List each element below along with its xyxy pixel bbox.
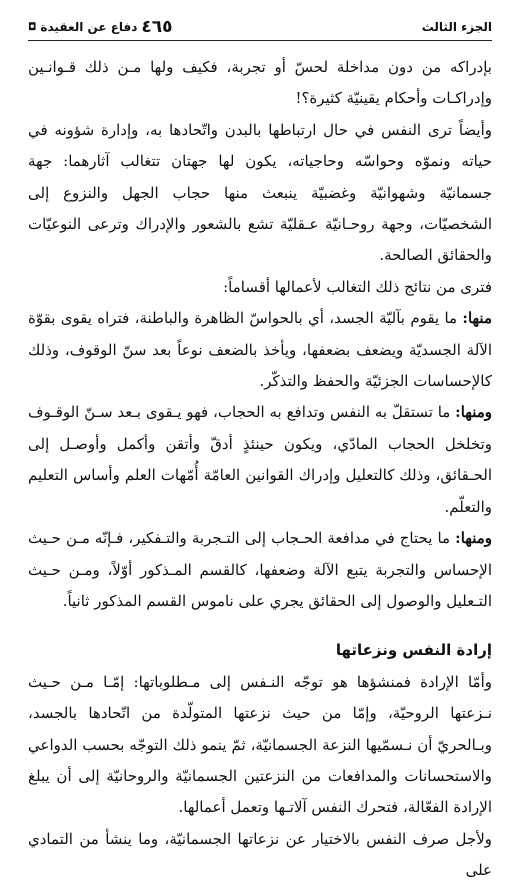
paragraph-5-lead: ومنها: [455,403,492,422]
paragraph-2: وأيضاً ترى النفس في حال ارتباطها بالبدن واتّحادها به، وإدارة شؤونه في حياته ونموّه وحواسّه وحاجياته، يكون لها جهتان تتغالب آثارهما: جهة جسمانيّة وشهوانيّة وغضبيّة ينبعث منها حجاب الجهل والنزوع إلى الشخصيّات، وجهة روحـانيّة عـقليّة تشع بالشعور والإدراك وترعى النوعيّات والحقائق الصالحة. [28,120,492,265]
paragraph-1: بإدراكه من دون مداخلة لحسّ أو تجربة، فكيف ولها مـن ذلك قـوانـين وإدراكـات وأحكام يقينيّة كثيرة؟! [28,58,492,108]
paragraph-3: فترى من نتائج ذلك التغالب لأعمالها أقساماً: [223,277,492,296]
volume-title: الجزء الثالث [421,20,492,34]
paragraph-6 [28,523,492,617]
paragraph-5 [28,397,492,523]
header-rule [28,40,492,41]
paragraph-4 [28,303,492,397]
header-separator-icon: ◘ [28,21,37,33]
section-heading: إرادة النفس ونزعاتها [335,641,492,660]
paragraph-6-text: ما يحتاج في مدافعة الحـجاب إلى التـجربة والتـفكير، فـإنّه مـن حـيث الإحساس والتجربة يتبع الآلة وضعفها، كالقسم المـذكور أوّلاً، ومـن حـيث التـعليل والوصول إلى الحقائق يجري على ناموس القسم المذكور ثانياً. [28,529,492,610]
paragraph-8: ولأجل صرف النفس بالاختيار عن نزعاتها الجسمانيّة، وما ينشأ من التمادي على [28,829,492,880]
book-title: دفاع عن العقيدة [40,20,138,34]
header-left [28,17,173,37]
paragraph-4-text: ما يقوم بآليّة الجسد، أي بالحواسّ الظاهرة والباطنة، فتراه يقوى بقوّة الآلة الجسديّة ويضعف بضعفها، ويأخذ بالضعف نوعاً بعد سنّ الوقوف، وذلك كالإحساسات الجزئيّة والحفظ والتذكّر. [28,309,492,391]
paragraph-7: وأمّا الإرادة فمنشؤها هو توجّه النـفس إلى مـطلوباتها: إمّـا مـن حـيث نـزعتها الروحيّة، وإمّا من حيث نزعتها المتولّدة من اتّحادها بالجسد، وبـالحريّ أن نـسمّيها النزعة الجسمانيّة، ثمّ ينمو ذلك التوجّه بحسب الدواعي والاستحسانات والمدافعات من النزعتين الجسمانيّة والروحانيّة إلى أن يبلغ الإرادة الفعّالة، فتحرك النفس آلاتـها وتعمل أعمالها. [28,672,492,817]
page-number: ٤٦٥ [141,17,173,37]
paragraph-5-text: ما تستقلّ به النفس وتدافع به الحجاب، فهو يـقوى بـعد سـنّ الوقـوف وتخلخل الحجاب المادّي، ويكون حينئذٍ أدقّ وأتقن وأكمل وأوصـل إلى الحـقائق، وذلك كالتعليل وإدراك القوانين العامّة أُمّهات العلم وأساس التعليم والتعلّم. [28,403,492,516]
paragraph-4-lead: منها: [462,309,492,328]
page-body [28,52,492,887]
page-header [28,14,492,40]
paragraph-6-lead: ومنها: [455,529,492,548]
